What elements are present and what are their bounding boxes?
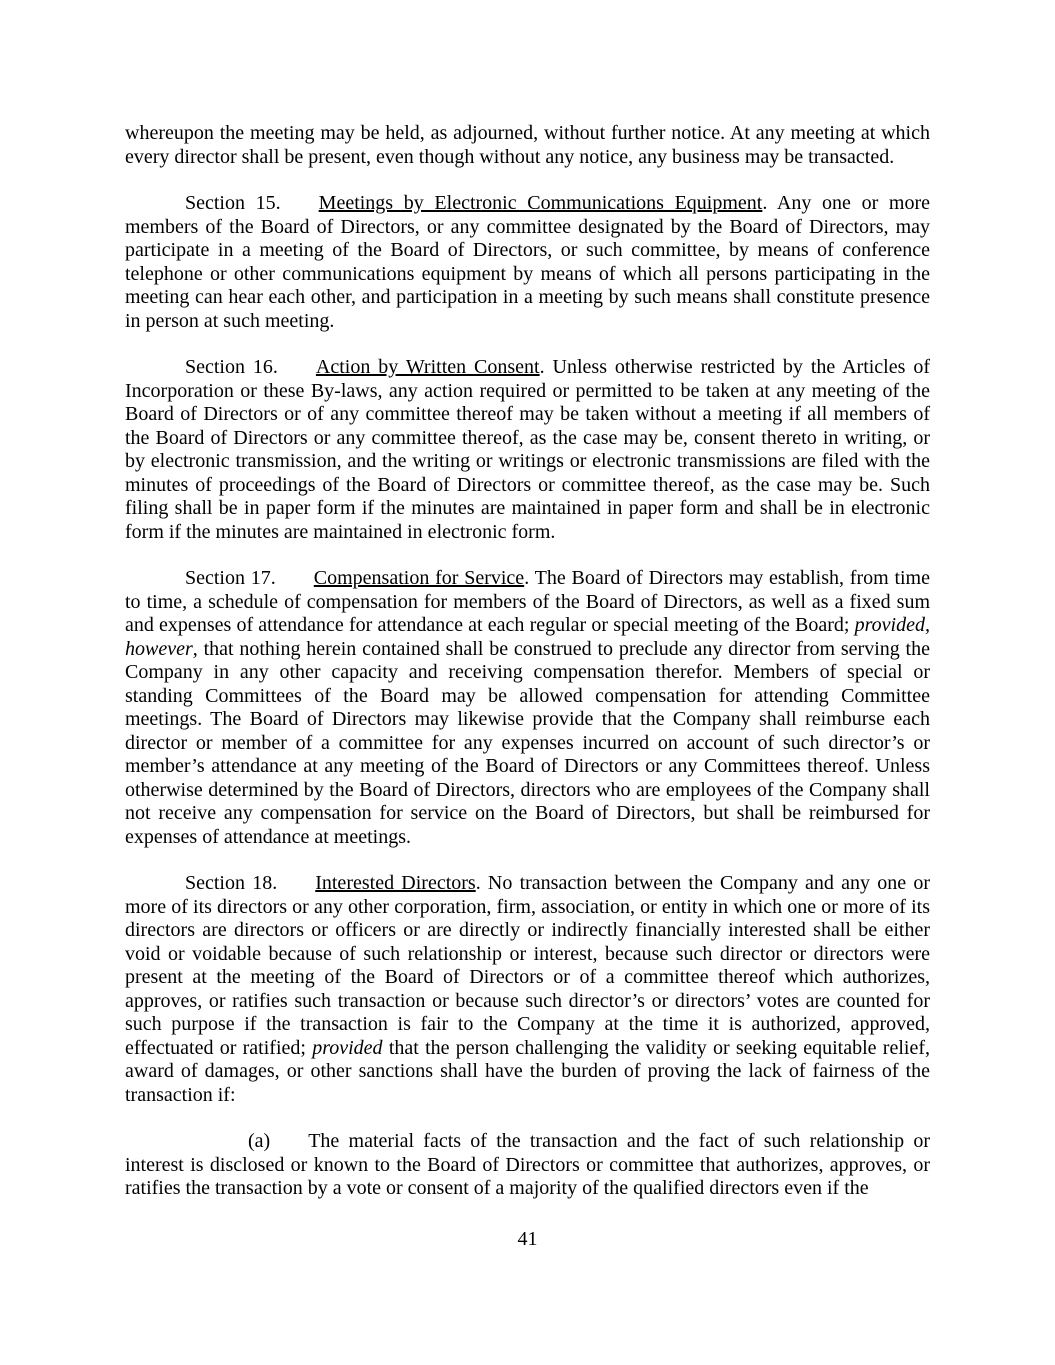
- text-run: Section 16.: [185, 356, 278, 378]
- text-run: Section 18.: [185, 872, 278, 894]
- text-run: Section 15.: [185, 192, 281, 214]
- italic-text: provided: [312, 1036, 383, 1059]
- text-run: . Unless otherwise restricted by the Articles of Incorporation or these By-laws, any action required or permitted to be taken at any meeting of the Board of Directors or of any committee thereof may be taken without a meeting if all members of the Board of Directors or any committee thereof, as the case may be, consent thereto in writing, or by electronic transmission, and the writing or writings or electronic transmissions are filed with the minutes of proceedings of the Board of Directors or committee thereof, as the case may be. Such filing shall be in paper form if the minutes are maintained in paper form and shall be in electronic form if the minutes are maintained in electronic form.: [125, 356, 930, 543]
- section-17-paragraph: [125, 567, 930, 849]
- section-heading: Action by Written Consent: [315, 356, 540, 378]
- section-heading: Compensation for Service: [313, 567, 525, 589]
- page-number: 41: [517, 1228, 538, 1250]
- text-run: The material facts of the transaction and the fact of such relationship or interest is disclosed or known to the Board of Directors or committee that authorizes, approves, or ratifies the transaction by a vote or consent of a majority of the qualified directors even if the: [125, 1130, 930, 1199]
- text-run: . Any one or more members of the Board of Directors, or any committee designated by the Board of Directors, may participate in a meeting of the Board of Directors, or such committee, by means of conference telephone or other communications equipment by means of which all persons participating in the meeting can hear each other, and participation in a meeting by such means shall constitute presence in person at such meeting.: [125, 192, 930, 332]
- text-run: whereupon the meeting may be held, as adjourned, without further notice. At any meeting at which every director shall be present, even though without any notice, any business may be transacted.: [125, 122, 930, 168]
- section-heading: Interested Directors: [315, 872, 476, 894]
- text-run: . No transaction between the Company and any one or more of its directors or any other corporation, firm, association, or entity in which one or more of its directors are directors or officers or are directly or indirectly financially interested shall be either void or voidable because of such relationship or interest, because such director or directors were present at the meeting of the Board of Directors or of a committee thereof which authorizes, approves, or ratifies such transaction or because such director’s or directors’ votes are counted for such purpose if the transaction is fair to the Company at the time it is authorized, approved, effectuated or ratified;: [125, 872, 930, 1059]
- continuation-paragraph: [125, 122, 930, 169]
- text-run: (a): [248, 1130, 271, 1152]
- text-run: , that nothing herein contained shall be construed to preclude any director from serving the Company in any other capacity and receiving compensation therefor. Members of special or standing Committees of the Board may be allowed compensation for attending Committee meetings. The Board of Directors may likewise provide that the Company shall reimburse each director or member of a committee for any expenses incurred on account of such director’s or member’s attendance at any meeting of the Board of Directors or any Committees thereof. Unless otherwise determined by the Board of Directors, directors who are employees of the Company shall not receive any compensation for service on the Board of Directors, but shall be reimbursed for expenses of attendance at meetings.: [125, 637, 930, 848]
- section-heading: Meetings by Electronic Communications Equipment: [318, 192, 763, 214]
- document-body: [125, 122, 930, 1201]
- text-run: Section 17.: [185, 567, 276, 589]
- section-18-paragraph: [125, 872, 930, 1107]
- clause-a-paragraph: [125, 1130, 930, 1201]
- section-15-paragraph: [125, 192, 930, 333]
- italic-text: provided, however: [125, 614, 930, 660]
- text-run: . The Board of Directors may establish, from time to time, a schedule of compensation for members of the Board of Directors, as well as a fixed sum and expenses of attendance for attendance at each regular or special meeting of the Board;: [125, 567, 930, 636]
- text-run: that the person challenging the validity or seeking equitable relief, award of damages, or other sanctions shall have the burden of proving the lack of fairness of the transaction if:: [125, 1036, 930, 1106]
- section-16-paragraph: [125, 356, 930, 544]
